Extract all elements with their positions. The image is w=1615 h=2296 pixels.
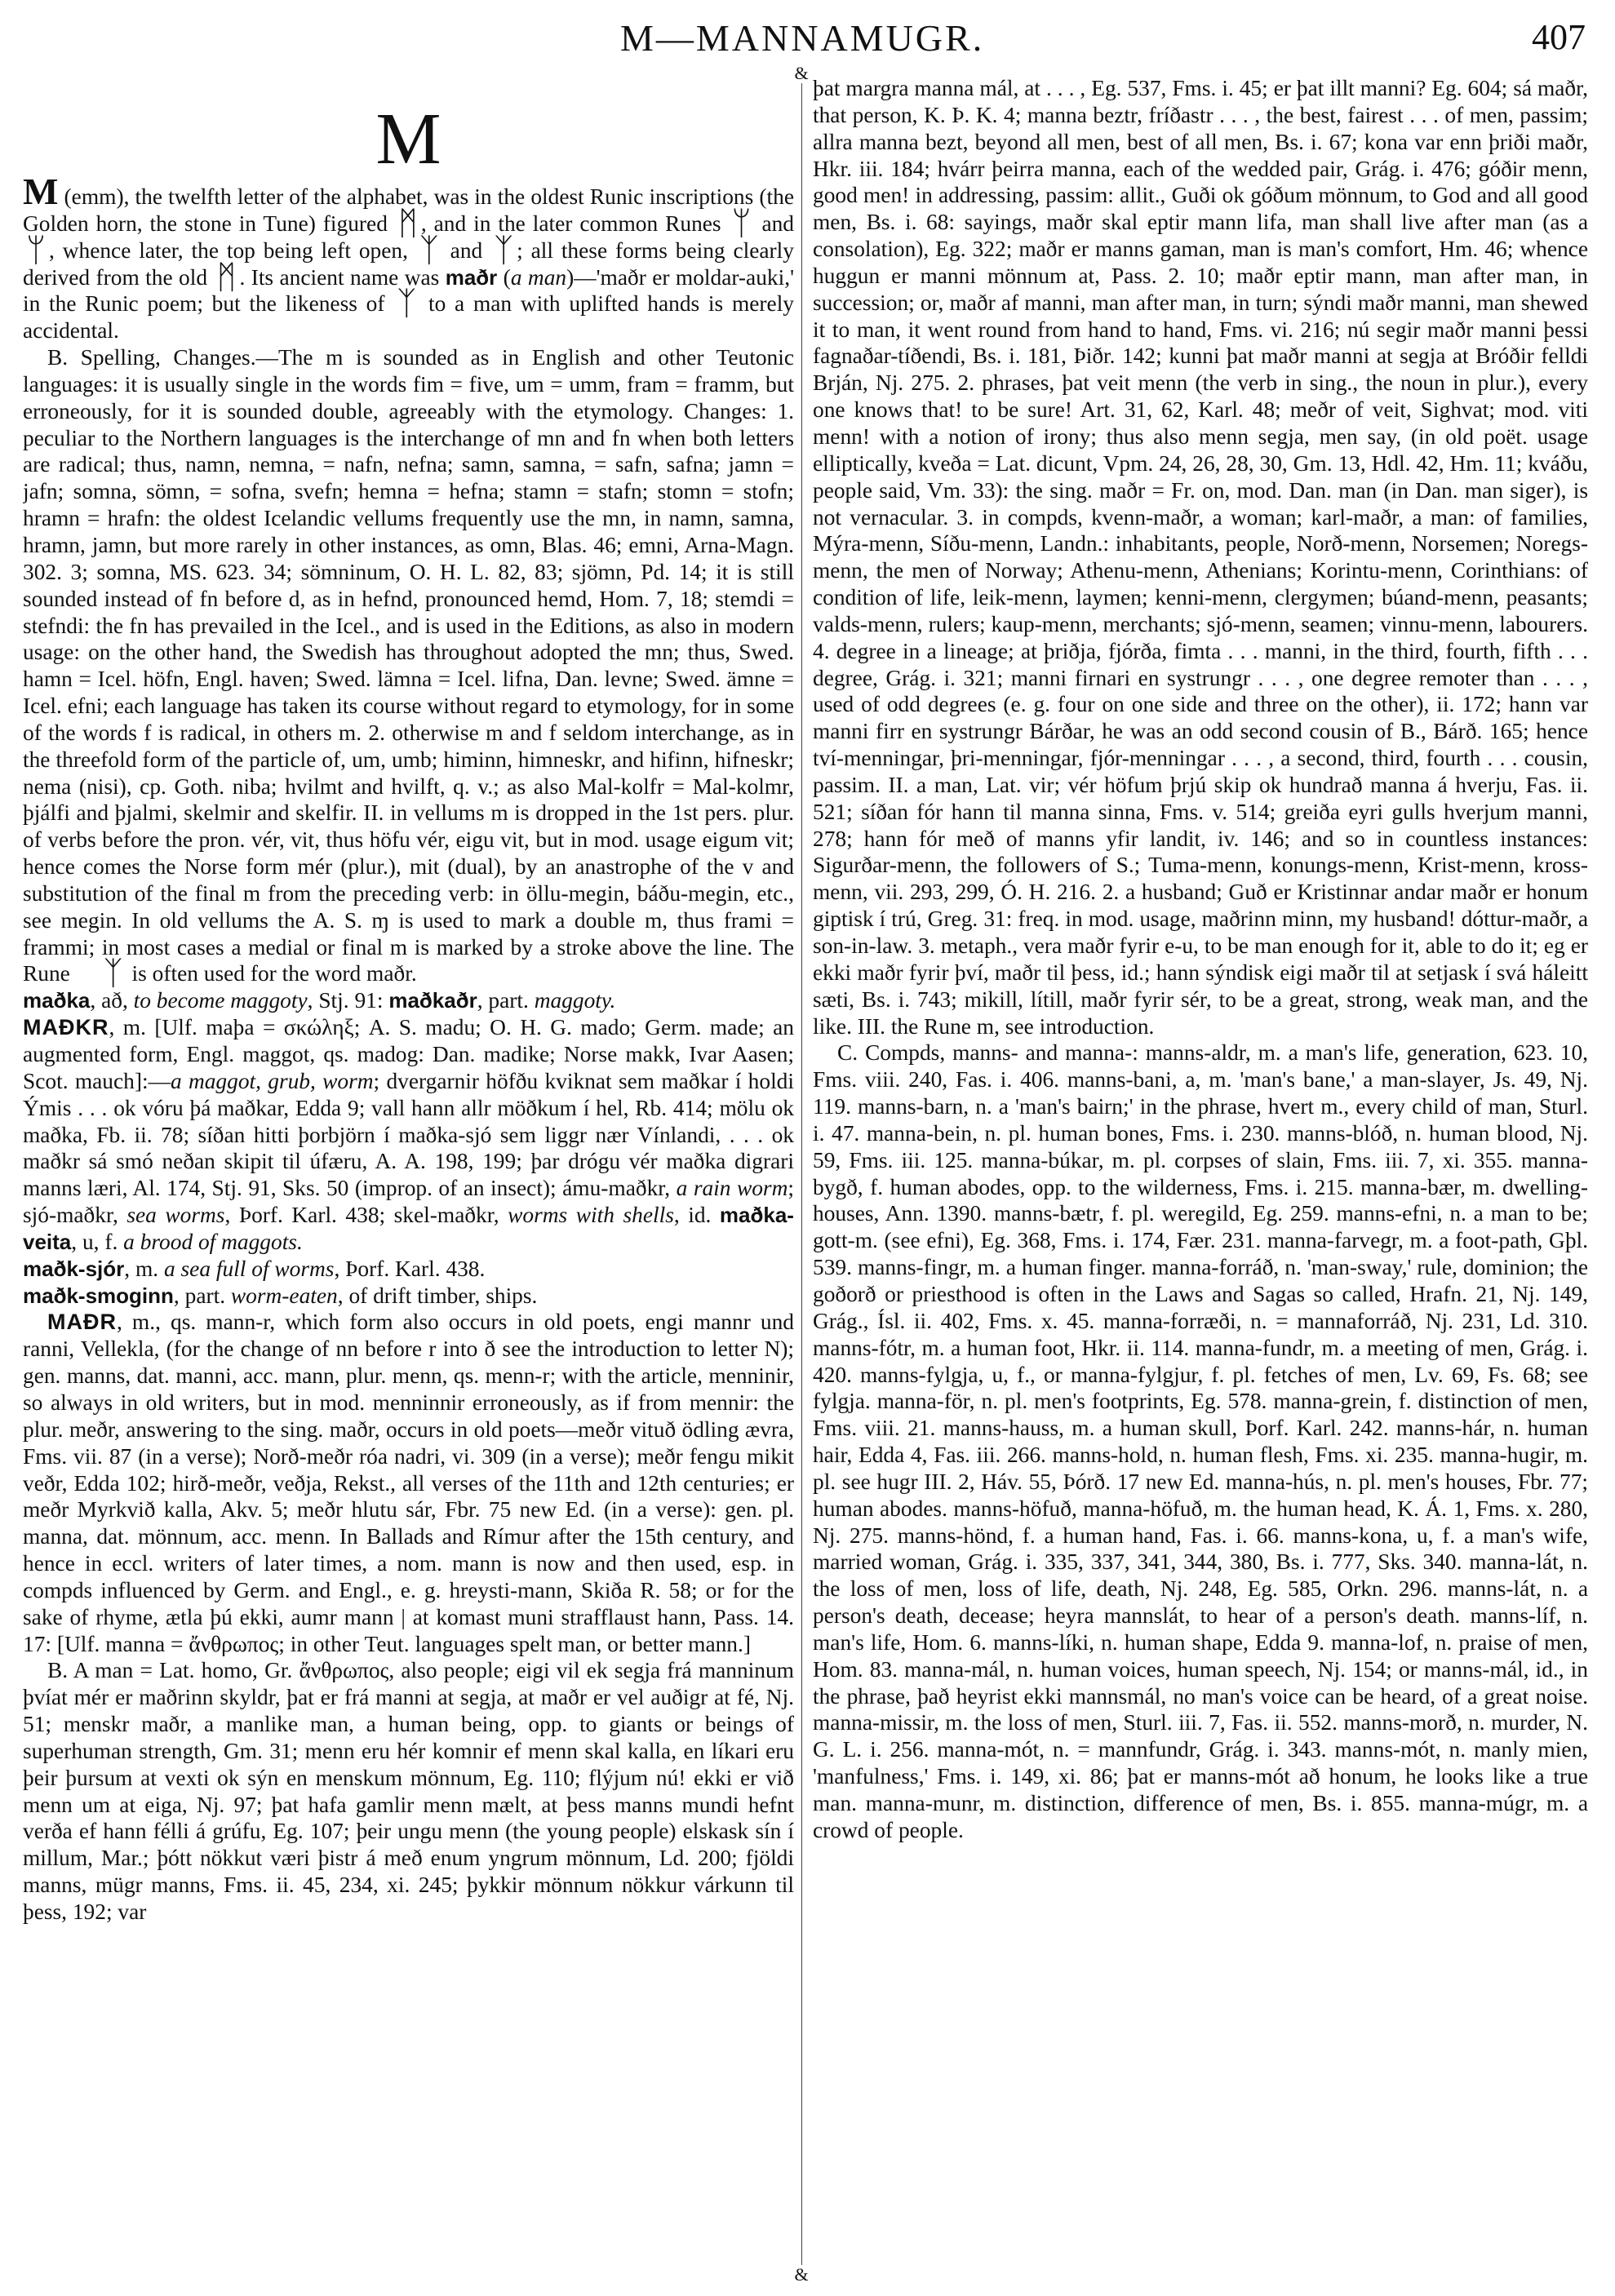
intro-paragraph: [23, 171, 794, 344]
entry-gloss: to become maggoty: [133, 988, 308, 1013]
column-divider: [801, 78, 802, 2273]
section-letter: M: [375, 99, 441, 180]
intro-text-3: and: [754, 211, 794, 236]
entry-gloss: sea worms: [126, 1203, 225, 1228]
entry-text: , of drift timber, ships.: [337, 1283, 538, 1308]
ornament-bottom: &: [792, 2265, 811, 2285]
left-column: [23, 75, 794, 2278]
compounds-paragraph: [813, 1039, 1588, 1843]
headword-madr: MAÐR: [47, 1310, 117, 1335]
headword-madka: maðka: [23, 988, 91, 1013]
spelling-changes-end: is often used for the word maðr.: [126, 961, 417, 986]
entry-madk-smoginn: [23, 1283, 794, 1310]
intro-text-12: to a man with uplifted hands is merely accidental.: [23, 291, 794, 344]
rune-open-1: ᛉ: [419, 231, 439, 269]
entry-text: þat margra manna mál, at . . . , Eg. 537, Fms. i. 45; er þat illt manni? Eg. 604; sá maðr, that person, K. Þ. K. 4; manna beztr, fríðastr . . . , the best, fairest . . . of men, passim; allra manna bezt, beyond all men, best of all men, Bs. i. 67; kona var enn þriði maðr, Hkr. iii. 184; hvárr þeirra manna, each of the wedded pair, Grág. i. 476; góðir menn, good men! in addressing, passim: allit., Guði ok góðum mönnum, to God and all good men, Bs. i. 68: sayings, maðr skal eptir mann lifa, man shall live after man (as a consolation), Eg. 322; maðr er manns gaman, man is man's comfort, Hm. 46; whence huggun er manni mönnum at, Pass. 2. 10; maðr eptir mann, man after man, in succession; or, maðr af manni, man after man, in turn; sýndi maðr manni, man shewed it to man, it went round from hand to hand, Fms. vi. 216; nú segir maðr manni þessi fagnaðar-tíðendi, Bs. i. 181, Þiðr. 142; kunni þat maðr manni at segja at Bróðir felldi Brján, Nj. 275. 2. phrases, þat veit menn (the verb in sing., the noun in plur.), every one knows that! to be sure! Art. 31, 62, Karl. 48; meðr of veit, Sighvat; mod. viti menn! with a notion of irony; thus also menn segja, men say, (in old poët. usage elliptically, kveða = Lat. dicunt, Vpm. 24, 26, 28, 30, Gm. 13, Hdl. 42, Hm. 11; kváðu, people said, Vm. 33): the sing. maðr = Fr. on, mod. Dan. man (in Dan. man siger), is not vernacular. 3. in compds, kvenn-maðr, a woman; karl-maðr, a man: of families, Mýra-menn, Síðu-menn, Landn.: inhabitants, people, Norð-menn, Norsemen; Noregs-menn, the men of Norway; Athenu-menn, Athenians; Korintu-menn, Corinthians: of condition of life, leik-menn, laymen; kenni-menn, clergymen; búand-menn, peasants; valds-menn, rulers; kaup-menn, merchants; sjó-menn, seamen; vinnu-menn, labourers. 4. degree in a lineage; at þriðja, fjórða, fimta . . . manni, in the third, fourth, fifth . . . degree, Grág. i. 321; manni firnari en systrungr . . . , one degree remoter than . . . , used of odd degrees (e. g. four on one side and three on the other), ii. 172; hann var manni firr en systrungr Bárðar, he was an odd second cousin of B., Bárð. 165; hence tví-menningar, þri-menningar, fjór-menningar . . . , a second, third, fourth . . . cousin, passim. II. a man, Lat. vir; vér höfum þrjú skip ok hundrað manna á hverju, Fas. ii. 521; síðan fór hann til manna sinna, Fms. v. 514; greiða eyri gulls hverjum manni, 278; hann fór með of manns yfir landit, iv. 146; and so in countless instances: Sigurðar-menn, the followers of S.; Tuma-menn, konungs-menn, Krist-menn, kross-menn, vii. 293, 299, Ó. H. 216. 2. a husband; Guð er Kristinnar andar maðr er honum giptisk í trú, Greg. 31: freq. in mod. usage, maðrinn minn, my husband! dóttur-maðr, a son-in-law. 3. metaph., vera maðr fyrir e-u, to be man enough for it, able to do it; eg er ekki maðr fyrir því, maðr til þess, id.; hann sýndisk eigi maðr til at setjask í svá háleitt sæti, Bs. i. 743; mikill, lítill, maðr fyrir sér, to be a great, strong, weak man, and the like. III. the Rune m, see introduction.: [813, 76, 1588, 1039]
intro-gloss: a man: [510, 264, 567, 290]
entry-text: , id.: [673, 1203, 720, 1228]
intro-text-11: )—'maðr er moldar-auki,' in the Runic poem; but the likeness of: [23, 264, 794, 317]
entry-text: , m. [Ulf. maþa = σκώληξ; A. S. madu; O. H. G. mado; Germ. made; an augmented form, Engl. maggot, qs. madog: Dan. madike; Norse makk, Ivar Aasen; Scot. mauch]:—: [23, 1015, 794, 1093]
entry-madr-continued: [813, 75, 1588, 1039]
rune-common-2: ᛘ: [26, 231, 46, 269]
rune-open-2: ᛉ: [494, 231, 514, 269]
entry-text: , u, f.: [71, 1229, 124, 1254]
entry-text: , part.: [173, 1283, 231, 1308]
entry-gloss: a rain worm: [676, 1176, 788, 1201]
entry-madkr: [23, 1014, 794, 1256]
entry-gloss: a sea full of worms: [163, 1256, 335, 1281]
entry-madr: [23, 1309, 794, 1657]
entry-gloss: a maggot, grub, worm: [170, 1068, 374, 1093]
ornament-top: &: [792, 64, 811, 83]
intro-text-1: (emm), the twelfth letter of the alphabet, was in the oldest Runic inscriptions (the Golden horn, the stone in Tune) figured: [23, 184, 794, 236]
headword-madk-sjor: maðk-sjór: [23, 1256, 125, 1281]
entry-madk-sjor: [23, 1256, 794, 1283]
entry-madr-b: [23, 1657, 794, 1925]
drop-cap: M: [23, 171, 59, 212]
rune-poem: ᛉ: [397, 285, 417, 323]
entry-text: , m., qs. mann-r, which form also occurs in old poets, engi mannr und ranni, Vellekla, (for the change of nn before r into ð see the introduction to letter N); gen. manns, dat. manni, acc. mann, plur. menn, qs. menn-r; with the article, menninir, so always in old writers, but in mod. menninnir erroneously, as if from mennir: the plur. meðr, answering to the sing. maðr, occurs in old poets—meðr vituð ödling ævra, Fms. vii. 87 (in a verse); Norð-meðr róa nadri, vi. 309 (in a verse); meðr fengu mikit veðr, Edda 102; hirð-meðr, veðja, Rekst., all verses of the 11th and 12th centuries; er meðr Myrkvið kalla, Akv. 5; meðr hlutu sár, Fbr. 75 new Ed. (in a verse): gen. pl. manna, dat. mönnum, acc. menn. In Ballads and Rímur after the 15th century, and hence in eccl. writers of later times, a nom. mann is now and then used, esp. in compds influenced by Germ. and Engl., e. g. hreysti-mann, Skiða R. 58; or for the sake of rhyme, ætla þú ekki, aumr mann | at komast muni strafflaust hann, Pass. 14. 17: [Ulf. manna = ἄνθρωπος; in other Teut. languages spelt man, or better mann.]: [23, 1310, 794, 1656]
intro-text-4: , whence later, the top being left open,: [49, 237, 416, 263]
page-title: M—MANNAMUGR.: [620, 17, 985, 59]
headword-madkadr: maðkaðr: [388, 988, 477, 1013]
intro-text-6: ; all these forms being clearly derived from the old: [23, 237, 794, 290]
right-column: [813, 75, 1588, 2278]
entry-gloss: worms with shells: [508, 1203, 674, 1228]
entry-text: C. Compds, manns- and manna-: manns-aldr, m. a man's life, generation, 623. 10, Fms. viii. 240, Fas. i. 406. manns-bani, a, m. 'man's bane,' a man-slayer, Js. 49, Nj. 119. manns-barn, n. a 'man's bairn;' in the phrase, hvert m., every child of man, Sturl. i. 47. manna-bein, n. pl. human bones, Fms. i. 230. manns-blóð, n. human blood, Nj. 59, Fms. iii. 125. manna-búkar, m. pl. corpses of slain, Fms. iii. 7, xi. 355. manna-bygð, f. human abodes, opp. to the wilderness, Fms. i. 215. manna-bær, m. dwelling-houses, Ann. 1390. manns-bætr, f. pl. weregild, Eg. 259. manns-efni, n. a man to be; gott-m. (see efni), Eg. 368, Fms. i. 174, Fær. 231. manna-farvegr, m. a foot-path, Gþl. 539. manns-fingr, m. a human finger. manna-forráð, n. 'man-sway,' rule, dominion; the goðorð or priesthood is often in the Laws and Sagas so called, Hrafn. 21, Nj. 149, Grág., Ísl. ii. 402, Fms. x. 45. manna-forræði, n. = mannaforráð, Nj. 231, Ld. 310. manns-fótr, m. a human foot, Hkr. ii. 114. manna-fundr, m. a meeting of men, Grág. i. 420. manns-fylgja, u, f., or manna-fylgjur, f. pl. fetches of men, Lv. 69, Fs. 68; see fylgja. manna-för, n. pl. men's footprints, Eg. 578. manna-grein, f. distinction of men, Fms. viii. 21. manns-hauss, m. a human skull, Þorf. Karl. 242. manns-hár, n. human hair, Edda 4, Fas. iii. 266. manns-hold, n. human flesh, Fms. xi. 235. manna-hugir, m. pl. see hugr III. 2, Háv. 55, Þórð. 17 new Ed. manna-hús, n. pl. men's houses, Fbr. 77; human abodes. manns-höfuð, manna-höfuð, m. the human head, K. Á. 1, Fms. x. 280, Nj. 275. manns-hönd, f. a human hand, Fas. i. 66. manns-kona, u, f. a man's wife, married woman, Grág. i. 335, 337, 341, 344, 380, Bs. i. 777, Sks. 340. manna-lát, n. the loss of men, loss of life, death, Nj. 248, Eg. 585, Orkn. 296. manns-lát, n. a person's death, decease; heyra mannslát, to hear of a person's death. manns-líf, n. man's life, Hom. 6. manns-líki, n. human shape, Edda 9. manna-lof, n. praise of men, Hom. 83. manna-mál, n. human voices, human speech, Nj. 154; or manns-mál, id., in the phrase, það heyrist ekki mannsmál, no man's voice can be heard, of a great noise. manna-missir, m. the loss of men, Sturl. iii. 7, Fas. ii. 552. manns-morð, n. murder, N. G. L. i. 256. manna-mót, n. = mannfundr, Grág. i. 343. manns-mót, n. manly mien, 'manfulness,' Fms. i. 149, xi. 86; þat er manns-mót að honum, he looks like a true man. manna-munr, m. distinction, difference of men, Bs. i. 855. manna-múgr, m. a crowd of people.: [813, 1040, 1588, 1842]
rune-golden-horn: ᛗ: [397, 204, 418, 242]
rune-word-madr: ᛉ: [103, 955, 123, 993]
intro-text-7: . Its ancient name was: [239, 264, 446, 290]
entry-text: ; dvergarnir höfðu kviknat sem maðkar í holdi Ýmis . . . ok vóru þá maðkar, Edda 9; vall hann allr möðkum í hel, Rb. 414; mölu ok maðka, Fb. ii. 78; síðan hitti þorbjörn í maðka-sjó sem liggr nær Vínlandi, . . . ok maðkr sá smó neðan skipit til úfæru, A. A. 198, 199; þar drógu vér maðka digrari manns læri, Al. 174, Stj. 91, Sks. 50 (improp. of an insect); ámu-maðkr,: [23, 1068, 794, 1201]
intro-text-5: and: [441, 237, 491, 263]
intro-text-2: , and in the later common Runes: [420, 211, 729, 236]
entry-text: , m.: [124, 1256, 164, 1281]
entry-text: B. A man = Lat. homo, Gr. ἄνθρωπος, also people; eigi vil ek segja frá manninum þvíat mér er maðrinn skyldr, þat er frá manni at segja, at maðr er vel auðigr at fé, Nj. 51; menskr maðr, a manlike man, a human being, opp. to giants or beings of superhuman strength, Gm. 31; menn eru hér komnir ef menn skal kalla, en líkari eru þeir þursum at vexti ok sýn en menskum mönnum, Eg. 110; flýjum nú! ekki er við menn um at eiga, Nj. 97; þat hafa gamlir menn mælt, at þess manns mundi hefnt verða ef hann félli á grúfu, Eg. 107; þeir ungu menn (the young people) elskask sín í millum, Mar.; þótt nökkut væri þistr á með enum yngrum mönnum, Ld. 200; fjöldi manns, mügr manns, Fms. ii. 45, 234, xi. 245; þykkir mönnum nökkur várkunn til þess, 192; var: [23, 1658, 794, 1924]
entry-gloss: worm-eaten: [230, 1283, 338, 1308]
running-head: [0, 16, 1615, 65]
entry-text: , Þorf. Karl. 438.: [334, 1256, 486, 1281]
headword-madk-smoginn: maðk-smoginn: [23, 1283, 174, 1308]
page-number: 407: [1532, 17, 1586, 57]
entry-text: ; sjó-maðkr,: [23, 1176, 794, 1228]
rune-common-1: ᛘ: [731, 204, 752, 242]
entry-text: , Þorf. Karl. 438; skel-maðkr,: [224, 1203, 508, 1228]
intro-text-9: (: [497, 264, 511, 290]
spelling-changes-text: B. Spelling, Changes.—The m is sounded as in English and other Teutonic languages: it is usually single in the words fim = five, um = umm, fram = framm, but erroneously, for it is sounded double, agreeably with the etymology. Changes: 1. peculiar to the Northern languages is the interchange of mn and fn when both letters are radical; thus, namn, nemna, = nafn, nefna; samn, samna, = safn, safna; jamn = jafn; somna, sömn, = sofna, svefn; hemna = hefna; stamn = stafn; stomn = stofn; hramn = hrafn: the oldest Icelandic vellums frequently use the mn, in namn, samna, hramn, jamn, but more rarely in other instances, as omn, Blas. 46; emni, Arna-Magn. 302. 3; somna, MS. 623. 34; sömninum, O. H. L. 82, 83; sjömn, Pd. 14; it is still sounded instead of fn before d, as in hefnd, pronounced hemd, Hom. 7, 18; stemdi = stefndi: the fn has prevailed in the Icel., and is used in the Editions, as also in modern usage: on the other hand, the Swedish has throughout adopted the mn; thus, Swed. hamn = Icel. höfn, Engl. haven; Swed. lämna = Icel. lifna, Dan. levne; Swed. ämne = Icel. efni; each language has taken its course without regard to etymology, for in some of the words f is radical, in others m. 2. otherwise m and f seldom interchange, as in the threefold form of the particle of, um, umb; himinn, himneskr, and hifinn, hifneskr; nema (nisi), cp. Goth. niba; hvilmt and hvilft, q. v.; as also Mal-kolfr = Mal-kolmr, þjálfi and þjalmi, skelmir and skelfir. II. in vellums m is dropped in the 1st pers. plur. of verbs before the pron. vér, vit, thus höfu vér, eigu vit, but in mod. usage eigum vit; hence comes the Norse form mér (plur.), mit (dual), by an anastrophe of the v and substitution of the final m from the preceding verb: in öllu-megin, báðu-megin, etc., see megin. In old vellums the A. S. ɱ is used to mark a double m, thus frami = frammi; in most cases a medial or final m is marked by a stroke above the line. The Rune: [23, 345, 794, 986]
rune-old: ᛗ: [216, 258, 237, 296]
entry-madka: [23, 987, 794, 1014]
headword-madka-veita: maðka-veita: [23, 1203, 794, 1254]
entry-gloss: maggoty.: [534, 988, 616, 1013]
entry-text: , að,: [90, 988, 134, 1013]
spelling-changes-paragraph: [23, 344, 794, 993]
entry-gloss: a brood of maggots.: [123, 1229, 303, 1254]
entry-text: , Stj. 91:: [307, 988, 389, 1013]
headword-madkr: MAÐKR: [23, 1015, 109, 1040]
intro-rune-name: maðr: [445, 264, 498, 290]
entry-text: , part.: [477, 988, 535, 1013]
